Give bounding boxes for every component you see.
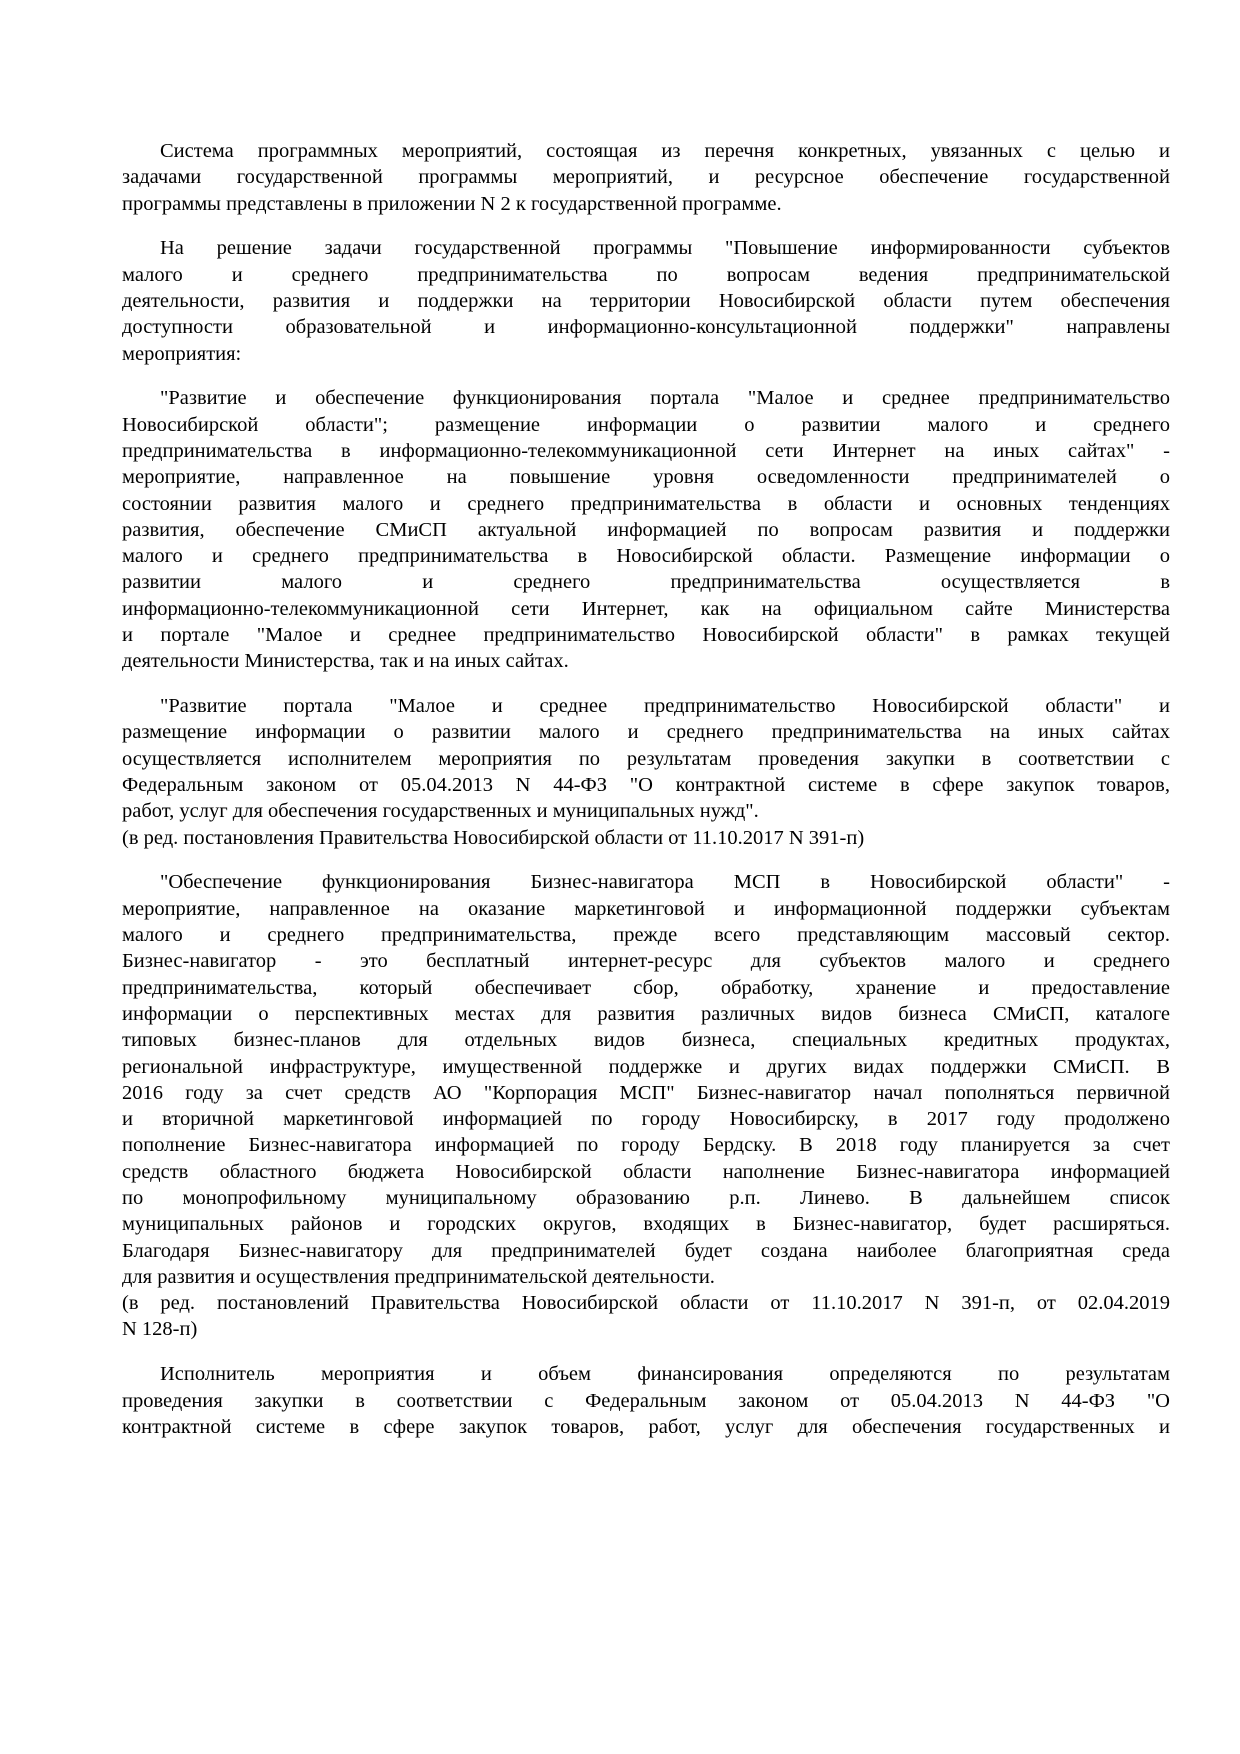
text-line: программы представлены в приложении N 2 к государственной программе. <box>122 192 782 215</box>
text-line: малого и среднего предпринимательства в Новосибирской области. Размещение информации о <box>122 545 1170 568</box>
paragraph <box>122 869 1170 1290</box>
text-line: типовых бизнес-планов для отдельных видов бизнеса, специальных кредитных продуктах, <box>122 1029 1170 1052</box>
text-line: развития, обеспечение СМиСП актуальной информацией по вопросам развития и поддержки <box>122 518 1170 541</box>
document-page <box>122 138 1170 1440</box>
text-line: N 128-п) <box>122 1318 198 1341</box>
text-line: доступности образовательной и информационно-консультационной поддержки" направлены <box>122 316 1170 339</box>
text-line: Исполнитель мероприятия и объем финансирования определяются по результатам <box>160 1363 1170 1386</box>
text-line: Бизнес-навигатор - это бесплатный интернет-ресурс для субъектов малого и среднего <box>122 950 1170 973</box>
text-line: деятельности Министерства, так и на иных сайтах. <box>122 650 569 673</box>
text-line: мероприятие, направленное на оказание маркетинговой и информационной поддержки субъектам <box>122 897 1170 920</box>
text-line: (в ред. постановлений Правительства Новосибирской области от 11.10.2017 N 391-п, от 02.04.2019 <box>122 1292 1170 1315</box>
text-line: мероприятия: <box>122 342 242 365</box>
text-line: Система программных мероприятий, состоящая из перечня конкретных, увязанных с целью и <box>160 140 1170 162</box>
text-line: задачами государственной программы мероприятий, и ресурсное обеспечение государственной <box>122 166 1170 189</box>
text-line: деятельности, развития и поддержки на территории Новосибирской области путем обеспечения <box>122 289 1170 312</box>
amendment-note <box>122 825 1170 851</box>
text-line: предпринимательства в информационно-телекоммуникационной сети Интернет на иных сайтах" - <box>122 439 1170 462</box>
text-line: проведения закупки в соответствии с Федеральным законом от 05.04.2013 N 44-ФЗ "О <box>122 1389 1170 1412</box>
text-line: контрактной системе в сфере закупок товаров, работ, услуг для обеспечения государственных и <box>122 1415 1170 1438</box>
text-line: "Обеспечение функционирования Бизнес-навигатора МСП в Новосибирской области" - <box>160 871 1170 894</box>
text-line: работ, услуг для обеспечения государственных и муниципальных нужд". <box>122 800 759 823</box>
text-line: осуществляется исполнителем мероприятия по результатам проведения закупки в соответствии с <box>122 747 1170 770</box>
paragraph <box>122 138 1170 217</box>
text-line: средств областного бюджета Новосибирской области наполнение Бизнес-навигатора информацией <box>122 1160 1170 1183</box>
text-line: малого и среднего предпринимательства по вопросам ведения предпринимательской <box>122 263 1170 286</box>
text-line: Благодаря Бизнес-навигатору для предпринимателей будет создана наиболее благоприятная среда <box>122 1239 1170 1262</box>
text-line: региональной инфраструктуре, имущественной поддержке и других видах поддержки СМиСП. В <box>122 1055 1170 1078</box>
amendment-note <box>122 1290 1170 1343</box>
paragraph <box>122 1361 1170 1440</box>
text-line: состоянии развития малого и среднего предпринимательства в области и основных тенденциях <box>122 492 1170 515</box>
paragraph <box>122 235 1170 366</box>
text-line: пополнение Бизнес-навигатора информацией по городу Бердску. В 2018 году планируется за счет <box>122 1134 1170 1157</box>
text-line: развитии малого и среднего предпринимательства осуществляется в <box>122 571 1170 594</box>
text-line: Федеральным законом от 05.04.2013 N 44-ФЗ "О контрактной системе в сфере закупок товаров, <box>122 774 1170 797</box>
text-line: "Развитие и обеспечение функционирования портала "Малое и среднее предпринимательство <box>160 387 1170 410</box>
paragraph <box>122 693 1170 824</box>
paragraph <box>122 385 1170 674</box>
text-line: по монопрофильному муниципальному образованию р.п. Линево. В дальнейшем список <box>122 1186 1170 1209</box>
text-line: мероприятие, направленное на повышение уровня осведомленности предпринимателей о <box>122 466 1170 489</box>
text-line: и вторичной маркетинговой информацией по городу Новосибирску, в 2017 году продолжено <box>122 1108 1170 1131</box>
text-line: информации о перспективных местах для развития различных видов бизнеса СМиСП, каталоге <box>122 1002 1170 1025</box>
text-line: (в ред. постановления Правительства Новосибирской области от 11.10.2017 N 391-п) <box>122 826 865 849</box>
text-line: информационно-телекоммуникационной сети Интернет, как на официальном сайте Министерства <box>122 597 1170 620</box>
text-line: размещение информации о развитии малого и среднего предпринимательства на иных сайтах <box>122 721 1170 744</box>
text-line: "Развитие портала "Малое и среднее предпринимательство Новосибирской области" и <box>160 695 1170 718</box>
text-line: муниципальных районов и городских округов, входящих в Бизнес-навигатор, будет расширяться. <box>122 1213 1170 1236</box>
text-line: и портале "Малое и среднее предпринимательство Новосибирской области" в рамках текущей <box>122 624 1170 647</box>
text-line: предпринимательства, который обеспечивает сбор, обработку, хранение и предоставление <box>122 976 1170 999</box>
text-line: На решение задачи государственной программы "Повышение информированности субъектов <box>160 237 1170 260</box>
text-line: 2016 году за счет средств АО "Корпорация МСП" Бизнес-навигатор начал пополняться первичной <box>122 1081 1170 1104</box>
text-line: малого и среднего предпринимательства, прежде всего представляющим массовый сектор. <box>122 924 1170 947</box>
text-line: Новосибирской области"; размещение информации о развитии малого и среднего <box>122 413 1170 436</box>
text-line: для развития и осуществления предпринимательской деятельности. <box>122 1265 715 1288</box>
